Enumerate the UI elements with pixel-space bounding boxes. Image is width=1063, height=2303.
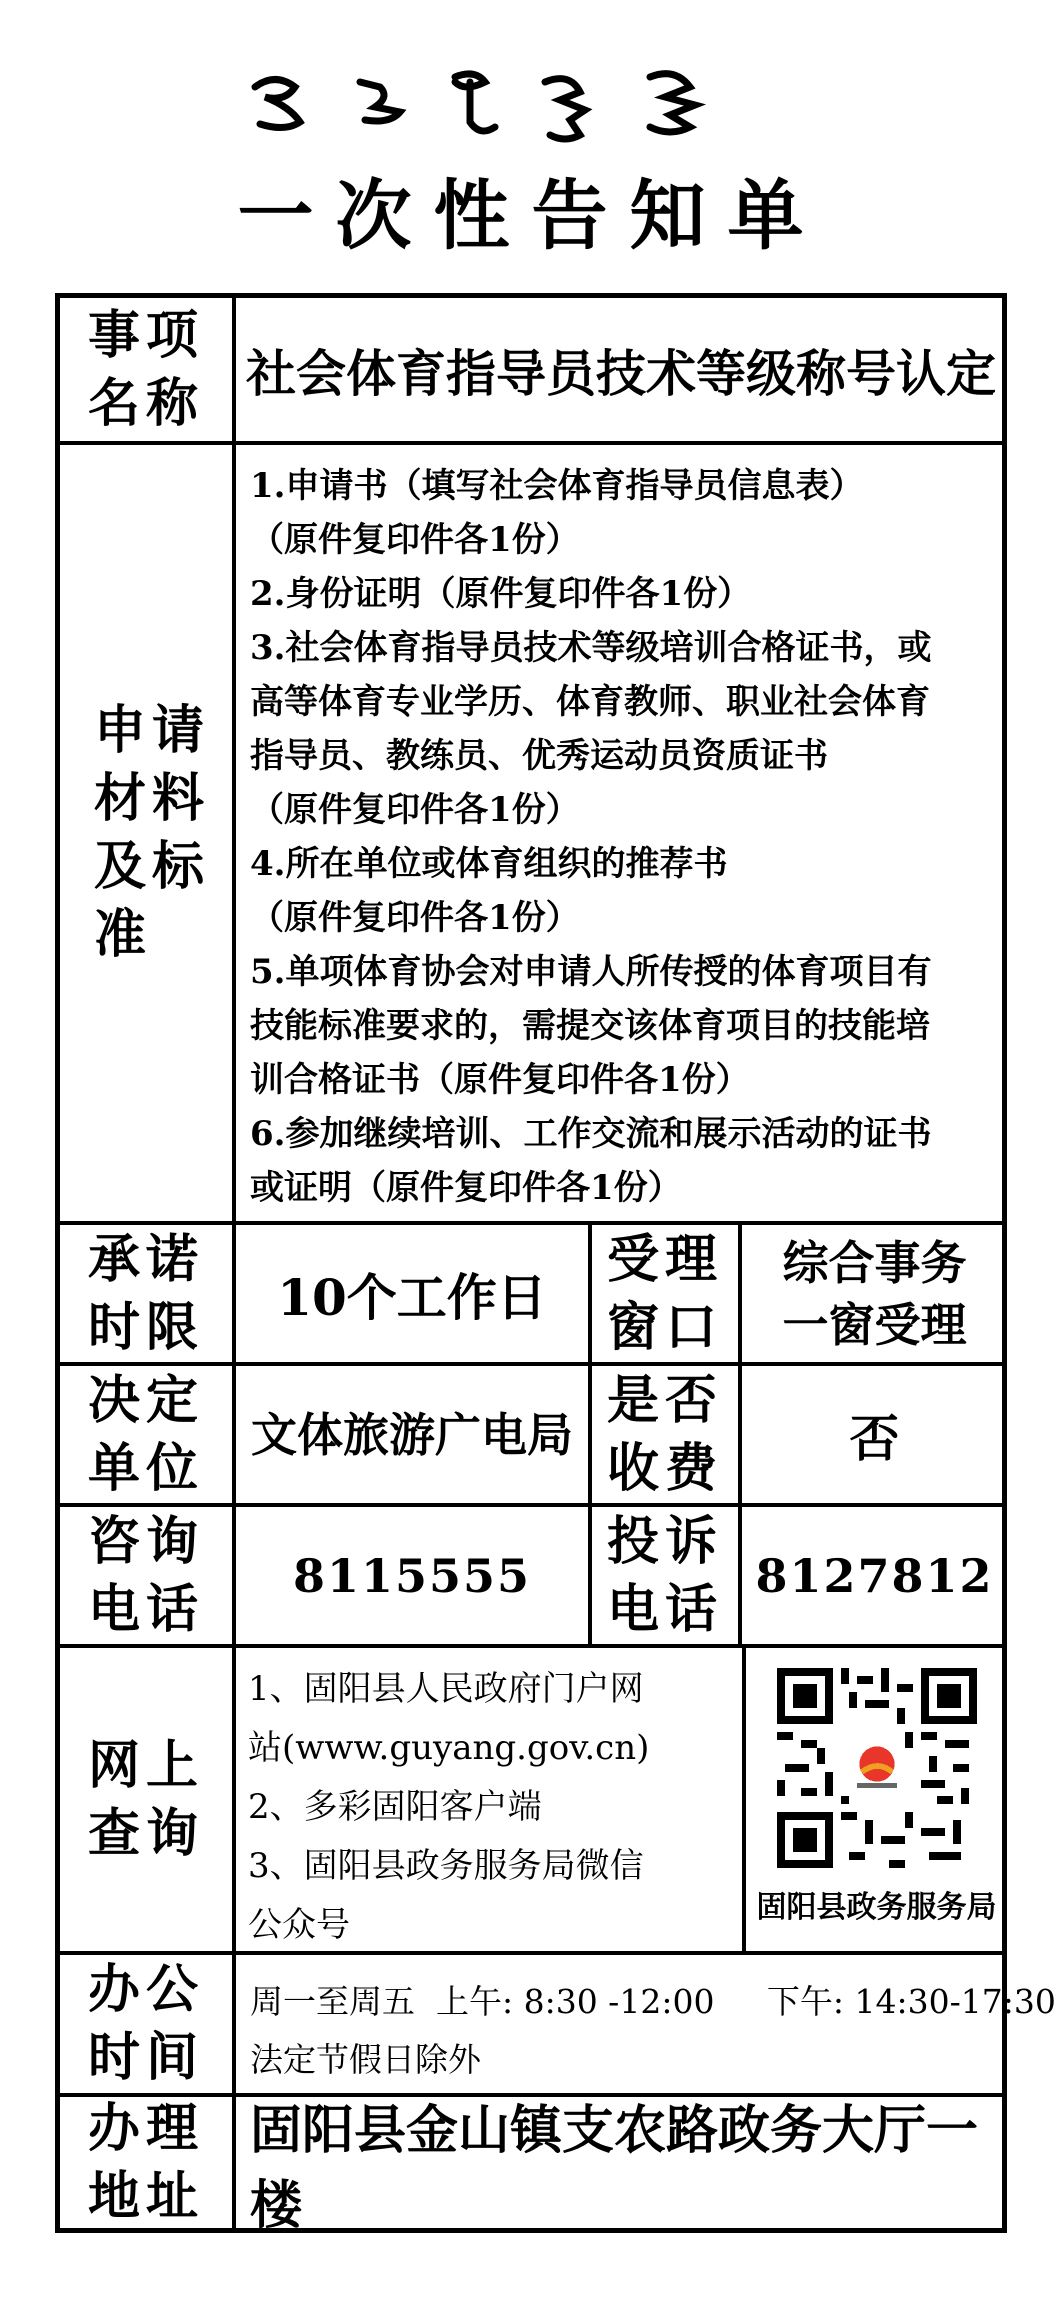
address-value: 固阳县金山镇支农路政务大厅一楼 bbox=[250, 2099, 979, 2236]
materials-line: 指导员、教练员、优秀运动员资质证书 bbox=[250, 736, 828, 776]
qr-caption: 固阳县政务服务局 bbox=[756, 1890, 997, 1925]
materials-line: 6.参加继续培训、工作交流和展示活动的证书 bbox=[250, 1114, 932, 1154]
materials-line: 3.社会体育指导员技术等级培训合格证书，或 bbox=[250, 628, 932, 668]
materials-label: 申请 材料 及标 准 bbox=[60, 445, 236, 1225]
materials-line: 5.单项体育协会对申请人所传授的体育项目有 bbox=[250, 952, 932, 992]
time-limit-label: 承诺 时限 bbox=[60, 1225, 236, 1366]
hours-line: 周一至周五 上午: 8:30 -12:00 下午: 14:30-17:30 bbox=[250, 1982, 1056, 2021]
window-label: 受理 窗口 bbox=[592, 1225, 742, 1366]
consult-phone: 8115555 bbox=[236, 1507, 592, 1648]
hours-value bbox=[236, 1955, 1056, 2097]
online-line: 1、固阳县人民政府门户网 bbox=[248, 1669, 644, 1709]
window-value: 综合事务 一窗受理 bbox=[742, 1225, 1007, 1366]
materials-line: 4.所在单位或体育组织的推荐书 bbox=[250, 844, 728, 884]
online-line: 2、多彩固阳客户端 bbox=[248, 1787, 542, 1827]
materials-line: （原件复印件各1份） bbox=[250, 790, 580, 830]
materials-line: （原件复印件各1份） bbox=[250, 898, 580, 938]
address-label: 办理 地址 bbox=[60, 2097, 236, 2228]
fee-value: 否 bbox=[742, 1366, 1007, 1507]
materials-line: （原件复印件各1份） bbox=[250, 520, 580, 560]
online-label: 网上 查询 bbox=[60, 1648, 236, 1955]
online-line: 站(www.guyang.gov.cn) bbox=[248, 1728, 650, 1768]
complaint-label: 投诉 电话 bbox=[592, 1507, 742, 1648]
fee-label: 是否 收费 bbox=[592, 1366, 742, 1507]
qr-panel bbox=[746, 1648, 1007, 1955]
materials-line: 技能标准要求的，需提交该体育项目的技能培 bbox=[250, 1006, 930, 1046]
online-list bbox=[236, 1648, 746, 1955]
materials-line: 高等体育专业学历、体育教师、职业社会体育 bbox=[250, 682, 930, 722]
materials-list bbox=[236, 445, 1007, 1225]
item-name-value: 社会体育指导员技术等级称号认定 bbox=[236, 298, 1007, 445]
hours-label: 办公 时间 bbox=[60, 1955, 236, 2097]
consult-label: 咨询 电话 bbox=[60, 1507, 236, 1648]
decision-label: 决定 单位 bbox=[60, 1366, 236, 1507]
materials-line: 1.申请书（填写社会体育指导员信息表） bbox=[250, 466, 864, 506]
materials-line: 或证明（原件复印件各1份） bbox=[250, 1168, 682, 1208]
time-limit-value: 10个工作日 bbox=[236, 1225, 592, 1366]
qr-code-icon[interactable] bbox=[777, 1668, 977, 1868]
complaint-phone: 8127812 bbox=[742, 1507, 1007, 1648]
decision-value: 文体旅游广电局 bbox=[236, 1366, 592, 1507]
item-name-label: 事项 名称 bbox=[60, 298, 236, 445]
materials-line: 2.身份证明（原件复印件各1份） bbox=[250, 574, 752, 614]
page-title: 一次性告知单 bbox=[237, 171, 826, 260]
hours-line: 法定节假日除外 bbox=[250, 2040, 481, 2079]
online-line: 3、固阳县政务服务局微信 bbox=[248, 1846, 644, 1886]
notice-table bbox=[55, 293, 1056, 2236]
mongolian-title bbox=[245, 62, 765, 152]
materials-line: 训合格证书（原件复印件各1份） bbox=[250, 1060, 750, 1100]
online-line: 公众号 bbox=[248, 1905, 350, 1945]
